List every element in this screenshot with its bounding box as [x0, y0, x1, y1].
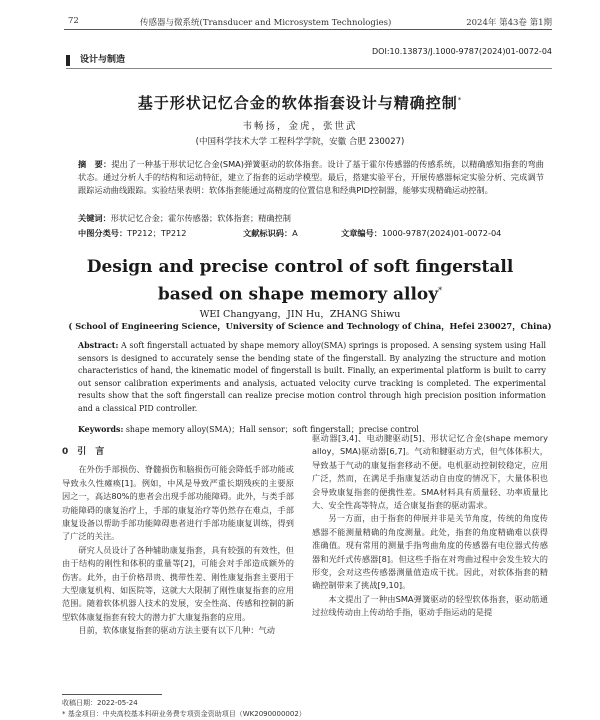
journal-issue: 2024年 第43卷 第1期	[466, 18, 552, 28]
running-head	[40, 16, 560, 30]
title-footnote-mark: *	[457, 96, 463, 104]
paragraph: 本文提出了一种由SMA弹簧驱动的轻型软体指套，驱动筋通过拉线传动由上传动给手指，驱动手指运动的是提	[312, 593, 548, 618]
article-no-value: 1000-9787(2024)01-0072-04	[381, 228, 502, 238]
page-number: 72	[68, 16, 79, 26]
section-rule	[66, 68, 552, 69]
doc-code-value: A	[292, 228, 298, 238]
section-heading-introduction: 0 引 言	[62, 447, 105, 457]
english-abstract-label: Abstract:	[78, 341, 119, 350]
chinese-authors: 韦畅扬，金虎，张世武	[242, 121, 358, 132]
paragraph: 研究人员设计了各种辅助康复指套，具有较强的有效性，但由于结构的刚性和体积的重量等[2]，可能会对手部造成额外的伤害。此外，由于价格昂贵、携带性差、刚性康复指套主要用于大型康复机构、如医院等，这就大大限制了刚性康复指套的应用范围。随着软体机器人技术的发展，安全性高、传感和控制的新型软体康复指套有较大的潜力扩大康复指套的应用。	[62, 544, 294, 622]
english-title-line2: based on shape memory alloy	[157, 284, 439, 305]
english-abstract-text: A soft fingerstall actuated by shape memory alloy(SMA) springs is proposed. A sensing system using Hall sensors is designed to accurately sense the bending state of the fingerstall. By analyzing the structure and motion characteristics of hand, the kinematic model of fingerstall is built. Finally, an experimental platform is built to carry out sensor calibration experiments and analysis, actuated velocity curve tracking is completed. The experimental results show that the soft fingerstall can realize precise motion control through high precision position information and a classical PID controller.	[78, 341, 546, 413]
chinese-abstract-label: 摘 要：	[78, 159, 112, 169]
doc-code-label: 文献标识码：	[243, 228, 293, 238]
paragraph: 目前，软体康复指套的驱动方法主要有以下几种：气动	[78, 625, 275, 636]
english-affiliation: ( School of Engineering Science，University of Science and Technology of China，Hefei 230027，China)	[68, 321, 552, 331]
chinese-affiliation: (中国科学技术大学 工程科学学院，安徽 合肥 230027)	[195, 137, 405, 147]
clc-value: TP212；TP212	[127, 228, 187, 238]
english-authors: WEI Changyang，JIN Hu，ZHANG Shiwu	[199, 309, 401, 320]
english-keywords-label: Keywords:	[78, 425, 124, 434]
english-title	[0, 256, 600, 307]
footnote-rule	[62, 694, 162, 695]
english-keywords-text: shape memory alloy(SMA)；Hall sensor；soft fingerstall；precise control	[123, 425, 419, 434]
fund-note: * 基金项目：中央高校基本科研业务费专项资金资助项目（WK2090000002）	[62, 710, 306, 718]
chinese-keywords	[78, 213, 544, 224]
chinese-abstract-text: 提出了一种基于形状记忆合金(SMA)弹簧驱动的软体指套。设计了基于霍尔传感器的传感系统，以精确感知指套的弯曲状态。通过分析人手的结构和运动特征，建立了指套的运动学模型。最后，搭建实验平台，开展传感器标定实验分析、完成调节跟踪运动曲线跟踪。实验结果表明：软体指套能通过高精度的位置信息和经典PID控制器，能够实现精确运动控制。	[78, 159, 544, 195]
header-rule	[64, 29, 552, 30]
chinese-keywords-label: 关键词：	[78, 213, 111, 223]
english-title-mark: *	[438, 286, 443, 295]
body-column-left	[62, 446, 294, 638]
journal-name: 传感器与微系统(Transducer and Microsystem Technologies)	[140, 18, 392, 28]
paragraph: 在外伤手部损伤、脊髓损伤和脑损伤可能会降低手部功能或导致永久性瘫痪[1]。例如，中风是导致严重长期残疾的主要原因之一，高达80%的患者会出现手部功能障碍。此外，与类手部功能障碍的康复治疗上，手部的康复治疗等仍然存在难点，手部康复设备以帮助手部功能障碍患者进行手部功能康复训练，得到了广泛的关注。	[62, 464, 294, 542]
doi[interactable]: DOI:10.13873/J.1000-9787(2024)01-0072-04	[372, 47, 552, 56]
english-title-line1: Design and precise control of soft fingerstall	[86, 257, 514, 277]
chinese-abstract	[78, 158, 544, 197]
chinese-title-text: 基于形状记忆合金的软体指套设计与精确控制	[137, 94, 458, 112]
paragraph: 另一方面，由于指套的伸展并非是关节角度，传统的角度传感器不能测量精确的角度测量。此处，指套的角度精确难以获得准确值。现有常用的测量手指弯曲角度的传感器有电位器式传感器和光纤式传感器[8]。但这些手指在对弯曲过程中会发生较大的形变，会对这些传感器测量值造成干扰。因此，对软体指套的精确控制带来了挑战[9,10]。	[312, 513, 548, 591]
paragraph: 驱动器[3,4]、电动腱驱动[5]、形状记忆合金(shape memory alloy，SMA)驱动器[6,7]。气动和腱驱动方式，但气体体积大，导致基于气动的康复指套移动不便。电机驱动控制较稳定，应用广泛，然而，在满足手指康复活动自由度的情况下，大量体积也会导致康复指套的便携性差。SMA材料具有质量轻、功率质量比大、安全性高等特点，适合康复指套的驱动需求。	[312, 433, 548, 511]
chinese-keywords-text: 形状记忆合金；霍尔传感器；软体指套；精确控制	[110, 213, 291, 223]
section-tag: 设计与制造	[66, 55, 125, 66]
english-abstract	[78, 340, 546, 415]
received-date: 收稿日期：2022-05-24	[62, 699, 138, 707]
clc-label: 中图分类号：	[78, 228, 128, 238]
body-column-right	[312, 432, 548, 620]
chinese-title	[0, 92, 600, 113]
article-no-label: 文章编号：	[341, 228, 382, 238]
